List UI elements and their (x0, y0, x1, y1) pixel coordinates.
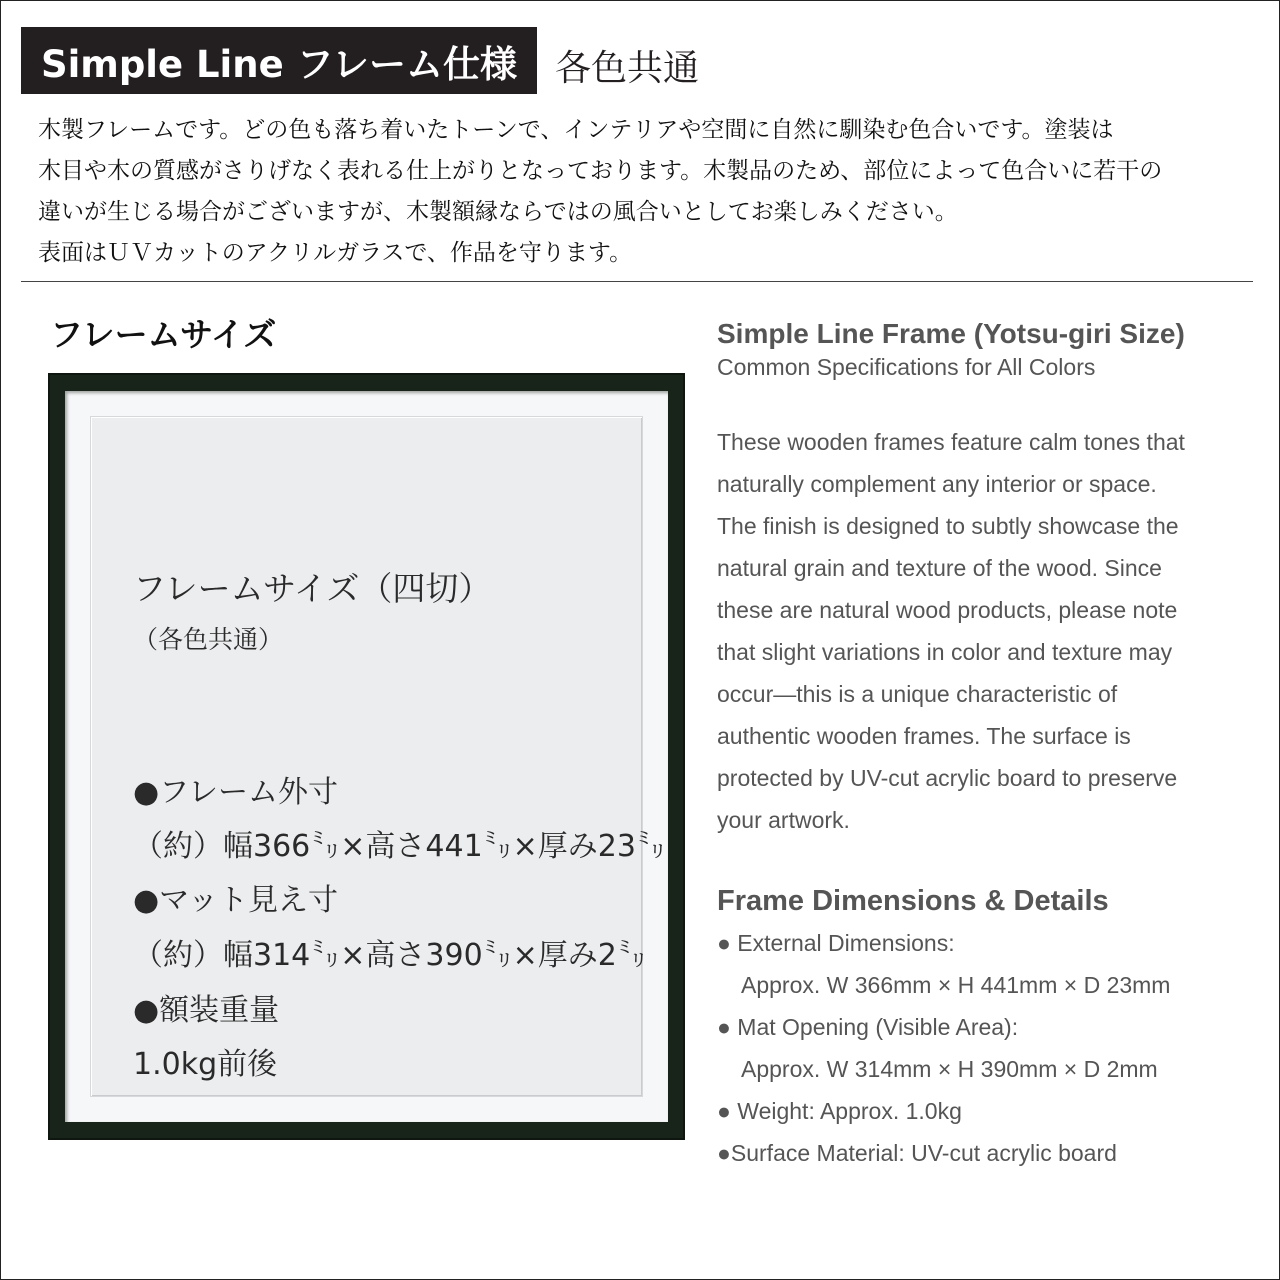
english-body-line: naturally complement any interior or space. (717, 471, 1157, 497)
size-heading: フレームサイズ (50, 315, 277, 354)
frame-inner (65, 391, 668, 1122)
section-divider (21, 281, 1253, 282)
mat-line: ●額装重量 (133, 993, 280, 1028)
intro-line: 木製フレームです。どの色も落ち着いたトーンで、インテリアや空間に自然に馴染む色合いです。塗装は (38, 117, 1114, 143)
mat-subtitle: （各色共通） (133, 625, 284, 654)
english-body-line: that slight variations in color and texture may (717, 639, 1173, 665)
english-body (717, 421, 1237, 841)
mat-line: 1.0kg前後 (133, 1047, 278, 1082)
intro-text (38, 110, 1253, 274)
intro-line: 木目や木の質感がさりげなく表れる仕上がりとなっております。木製品のため、部位によって色合いに若干の (38, 158, 1163, 184)
english-body-line: your artwork. (717, 807, 850, 833)
detail-item: ● Mat Opening (Visible Area): (717, 1014, 1019, 1040)
frame-image (48, 373, 685, 1140)
mat-line: （約）幅314㍉×高さ390㍉×厚み2㍉ (133, 938, 647, 973)
mat-line: （約）幅366㍉×高さ441㍉×厚み23㍉ (133, 829, 666, 864)
english-title: Simple Line Frame (Yotsu-giri Size) (717, 318, 1185, 349)
english-body-line: These wooden frames feature calm tones that (717, 429, 1185, 455)
detail-item: ● External Dimensions: (717, 930, 955, 956)
english-body-line: The finish is designed to subtly showcase the (717, 513, 1179, 539)
title-bar (21, 27, 537, 94)
english-subtitle: Common Specifications for All Colors (717, 354, 1096, 380)
frame-mat (90, 416, 666, 1097)
english-body-line: these are natural wood products, please note (717, 597, 1178, 623)
detail-item: ● Weight: Approx. 1.0kg (717, 1098, 962, 1124)
mat-title: フレームサイズ（四切） (133, 569, 492, 608)
intro-line: 表面はＵＶカットのアクリルガラスで、作品を守ります。 (38, 240, 633, 266)
details-heading: Frame Dimensions & Details (717, 885, 1109, 917)
detail-value: Approx. W 366mm × H 441mm × D 23mm (741, 972, 1171, 998)
english-body-line: natural grain and texture of the wood. Since (717, 555, 1162, 581)
page-title: Simple Line フレーム仕様 (40, 42, 518, 86)
english-body-line: occur—this is a unique characteristic of (717, 681, 1118, 707)
details-list (717, 922, 1257, 1174)
english-body-line: protected by UV-cut acrylic board to preserve (717, 765, 1178, 791)
detail-value: Approx. W 314mm × H 390mm × D 2mm (741, 1056, 1158, 1082)
english-body-line: authentic wooden frames. The surface is (717, 723, 1131, 749)
mat-line: ●マット見え寸 (133, 883, 338, 918)
intro-line: 違いが生じる場合がございますが、木製額縁ならではの風合いとしてお楽しみください。 (38, 199, 958, 225)
detail-item: ●Surface Material: UV-cut acrylic board (717, 1140, 1117, 1166)
mat-line: ●フレーム外寸 (133, 775, 338, 810)
title-side-label: 各色共通 (555, 48, 700, 89)
